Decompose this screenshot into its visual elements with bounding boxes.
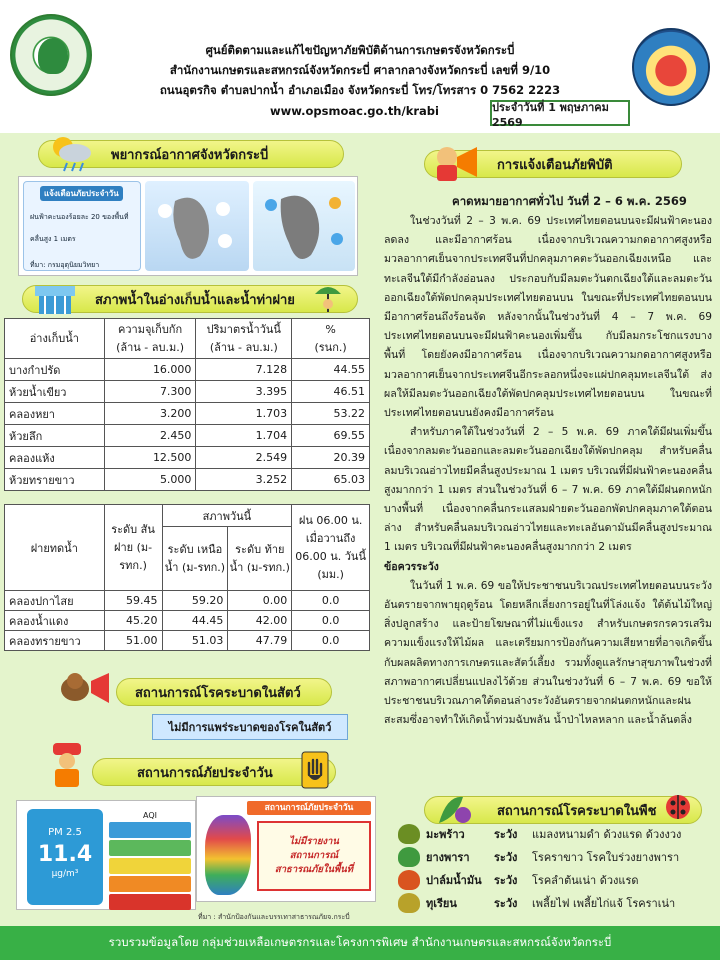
sun-cloud-rain-icon bbox=[47, 133, 95, 173]
list-item bbox=[398, 868, 704, 891]
weir-rain: 0.0 bbox=[292, 591, 370, 611]
forecast-paragraph-2: สำหรับภาคใต้ในช่วงวันที่ 2 – 5 พ.ค. 69 ภาคใต้มีฝนเพิ่มขึ้น เนื่องจากลมตะวันออกและลมตะวันออกเฉียงใต้พัดปกคลุม สำหรับคลื่นลมบริเวณอ่าวไทยมีคลื่นสูงประมาณ 1 เมตร บริเวณที่มีฝนฟ้าคะนองคลื่นสูงมากกว่า 1 เมตร ส่วนในช่วงวันที่ 6 – 7 พ.ค. 69 ภาคใต้มีฝนตกหนักบางพื้นที่ เนื่องจากคลื่นกระแสลมฝ่ายตะวันออกพัดปกคลุมภาคใต้ตอนล่าง สำหรับคลื่นลมบริเวณอ่าวไทยและทะเลอันดามันมีคลื่นสูงประมาณ 1 เมตร บริเวณที่มีฝนฟ้าคะนองคลื่นสูงมากกว่า 2 เมตร bbox=[384, 426, 712, 554]
list-item bbox=[398, 822, 704, 845]
reservoir-capacity: 5.000 bbox=[104, 469, 196, 491]
plant-name: มะพร้าว bbox=[426, 827, 465, 841]
weather-map-panel-2 bbox=[253, 181, 355, 271]
plant-warn: ระวัง bbox=[494, 850, 518, 864]
province-map bbox=[205, 815, 251, 895]
weir-col-downstream: ระดับ ท้ายน้ำ (ม-รทก.) bbox=[228, 527, 292, 591]
header-website[interactable]: www.opsmoac.go.th/krabi bbox=[270, 104, 439, 118]
oil-palm-icon bbox=[398, 870, 420, 890]
table-row bbox=[5, 425, 370, 447]
reservoir-capacity: 16.000 bbox=[104, 359, 196, 381]
plant-warn: ระวัง bbox=[494, 873, 518, 887]
reservoir-pct: 69.55 bbox=[292, 425, 370, 447]
weir-name: คลองปกาไสย bbox=[5, 591, 105, 611]
header-area bbox=[0, 0, 720, 133]
plant-section-title: สถานการณ์โรคระบาดในพืช bbox=[497, 803, 657, 819]
daily-map-credit: ที่มา : สำนักป้องกันและบรรเทาสาธารณภัยจ.กระบี่ bbox=[198, 913, 350, 921]
aqi-legend bbox=[109, 811, 191, 912]
reservoir-name: ห้วยน้ำเขียว bbox=[5, 381, 105, 403]
reservoir-section-banner bbox=[22, 285, 358, 313]
daily-hazard-title: สถานการณ์ภัยประจำวัน bbox=[137, 765, 273, 781]
daily-hazard-map bbox=[196, 796, 376, 902]
reservoir-col-today: ปริมาตรน้ำวันนี้ (ล้าน - ลบ.ม.) bbox=[196, 319, 292, 359]
reservoir-name: คลองแห้ง bbox=[5, 447, 105, 469]
caution-title: ข้อควรระวัง bbox=[384, 560, 439, 573]
reservoir-col-pct: % (รนก.) bbox=[292, 319, 370, 359]
daily-hazard-banner bbox=[92, 758, 336, 786]
weather-region-map-icon bbox=[253, 181, 355, 271]
list-item bbox=[398, 891, 704, 914]
weir-rain: 0.0 bbox=[292, 631, 370, 651]
stop-hand-icon bbox=[301, 751, 329, 789]
table-row bbox=[5, 611, 370, 631]
weather-map-panel-1 bbox=[145, 181, 249, 271]
alert-section-banner bbox=[424, 150, 682, 178]
aqi-level-unhealthy bbox=[109, 876, 191, 892]
header-office-address: สำนักงานเกษตรและสหกรณ์จังหวัดกระบี่ ศาลากลางจังหวัดกระบี่ เลขที่ 9/10 bbox=[169, 63, 551, 77]
no-hazard-note bbox=[257, 821, 371, 891]
reservoir-pct: 46.51 bbox=[292, 381, 370, 403]
weather-card-line1: ฝนฟ้าคะนองร้อยละ 20 ของพื้นที่ bbox=[30, 213, 129, 221]
no-hazard-line3: สาธารณภัยในพื้นที่ bbox=[274, 864, 354, 875]
table-row bbox=[5, 591, 370, 611]
forecast-article bbox=[384, 212, 712, 730]
weir-name: คลองทรายขาว bbox=[5, 631, 105, 651]
weather-section-banner bbox=[38, 140, 344, 168]
plant-name: ยางพารา bbox=[426, 850, 470, 864]
rubber-tree-icon bbox=[398, 847, 420, 867]
weir-col-crest: ระดับ สันฝาย (ม-รทก.) bbox=[104, 505, 162, 591]
aqi-level-moderate bbox=[109, 858, 191, 874]
table-row bbox=[5, 359, 370, 381]
weir-name: คลองน้ำแดง bbox=[5, 611, 105, 631]
weather-section-title: พยากรณ์อากาศจังหวัดกระบี่ bbox=[111, 147, 269, 163]
reservoir-col-capacity: ความจุเก็บกัก (ล้าน - ลบ.ม.) bbox=[104, 319, 196, 359]
weather-card-heading: แจ้งเตือนภัยประจำวัน bbox=[40, 186, 123, 201]
plant-pests: เพลี้ยไฟ เพลี้ยไก่แจ้ โรคราเน่า bbox=[532, 896, 676, 910]
animal-disease-status: ไม่มีการแพร่ระบาดของโรคในสัตว์ bbox=[152, 714, 348, 740]
reservoir-today: 3.395 bbox=[196, 381, 292, 403]
plant-pests: แมลงหนามดำ ด้วงแรด ด้วงงวง bbox=[532, 827, 682, 841]
weather-card-line2: คลื่นสูง 1 เมตร bbox=[30, 235, 76, 243]
weather-map-icon bbox=[145, 181, 249, 271]
weir-downstream: 47.79 bbox=[228, 631, 292, 651]
plant-disease-list bbox=[398, 822, 704, 914]
animal-section-banner bbox=[116, 678, 332, 706]
reservoir-pct: 44.55 bbox=[292, 359, 370, 381]
province-seal-logo bbox=[632, 28, 710, 106]
weir-upstream: 51.03 bbox=[162, 631, 228, 651]
reservoir-name: บางกำปรัด bbox=[5, 359, 105, 381]
aqi-heading: AQI bbox=[143, 811, 157, 820]
footer-bar bbox=[0, 926, 720, 960]
reservoir-col-name: อ่างเก็บน้ำ bbox=[5, 319, 105, 359]
plant-warn: ระวัง bbox=[494, 827, 518, 841]
reservoir-table-header bbox=[5, 319, 370, 359]
weir-crest: 45.20 bbox=[104, 611, 162, 631]
weir-col-rain: ฝน 06.00 น. เมื่อวานถึง 06.00 น. วันนี้ (มม.) bbox=[292, 505, 370, 591]
alert-section-title: การแจ้งเตือนภัยพิบัติ bbox=[497, 157, 613, 173]
coconut-icon bbox=[398, 824, 420, 844]
no-hazard-line2: สถานการณ์ bbox=[289, 850, 339, 861]
weir-downstream: 42.00 bbox=[228, 611, 292, 631]
reservoir-table bbox=[4, 318, 370, 491]
pm25-panel bbox=[27, 809, 103, 905]
weir-crest: 51.00 bbox=[104, 631, 162, 651]
table-row bbox=[5, 447, 370, 469]
animal-section-title: สถานการณ์โรคระบาดในสัตว์ bbox=[135, 685, 301, 701]
reservoir-today: 2.549 bbox=[196, 447, 292, 469]
aqi-level-very-unhealthy bbox=[109, 894, 191, 910]
caution-paragraph: ในวันที่ 1 พ.ค. 69 ขอให้ประชาชนบริเวณประเทศไทยตอนบนระวังอันตรายจากพายุฤดูร้อน โดยหลีกเลี่ยงการอยู่ในที่โล่งแจ้ง ใต้ต้นไม้ใหญ่ สิ่งปลูกสร้าง และป้ายโฆษณาที่ไม่แข็งแรง สำหรับเกษตรกรควรเสริมความแข็งแรงให้ไม้ผล และเตรียมการป้องกันความเสียหายที่อาจเกิดขึ้นกับผลผลิตทางการเกษตรและสัตว์เลี้ยง รวมทั้งดูแลรักษาสุขภาพในช่วงที่สภาพอากาศเปลี่ยนแปลงไว้ด้วย ส่วนในช่วงวันที่ 6 – 7 พ.ค. 69 ขอให้ประชาชนบริเวณภาคใต้ตอนล่างระวังอันตรายจากฝนตกหนักและฝนสะสมซึ่งอาจทำให้เกิดน้ำท่วมฉับพลัน น้ำป่าไหลหลาก และน้ำล้นตลิ่ง bbox=[384, 579, 712, 727]
aqi-level-good bbox=[109, 840, 191, 856]
plant-section-banner bbox=[424, 796, 702, 824]
cow-megaphone-icon bbox=[57, 663, 113, 711]
reservoir-today: 7.128 bbox=[196, 359, 292, 381]
footer-credit: รวบรวมข้อมูลโดย กลุ่มช่วยเหลือเกษตรกรและโครงการพิเศษ สำนักงานเกษตรและสหกรณ์จังหวัดกระบี่ bbox=[108, 935, 612, 949]
header-contact: ถนนอุตรกิจ ตำบลปากน้ำ อำเภอเมือง จังหวัดกระบี่ โทร/โทรสาร 0 7562 2223 bbox=[159, 83, 561, 97]
pm25-label: PM 2.5 bbox=[48, 827, 82, 838]
reservoir-capacity: 2.450 bbox=[104, 425, 196, 447]
megaphone-girl-icon bbox=[433, 143, 481, 183]
header-org-name: ศูนย์ติดตามและแก้ไขปัญหาภัยพิบัติด้านการเกษตรจังหวัดกระบี่ bbox=[205, 43, 515, 57]
weir-crest: 59.45 bbox=[104, 591, 162, 611]
weir-upstream: 59.20 bbox=[162, 591, 228, 611]
reservoir-name: ห้วยทรายขาว bbox=[5, 469, 105, 491]
weir-upstream: 44.45 bbox=[162, 611, 228, 631]
weir-col-upstream: ระดับ เหนือน้ำ (ม-รทก.) bbox=[162, 527, 228, 591]
plant-pests: โรคลำต้นเน่า ด้วงแรด bbox=[532, 873, 639, 887]
reservoir-section-title: สภาพน้ำในอ่างเก็บน้ำและน้ำท่าฝาย bbox=[95, 292, 295, 308]
bulletin-date: ประจำวันที่ 1 พฤษภาคม 2569 bbox=[490, 100, 630, 126]
reservoir-name: ห้วยลึก bbox=[5, 425, 105, 447]
reservoir-capacity: 12.500 bbox=[104, 447, 196, 469]
weir-col-today: สภาพวันนี้ bbox=[162, 505, 292, 527]
plant-name: ทุเรียน bbox=[426, 896, 457, 910]
dam-water-icon bbox=[31, 278, 79, 318]
reservoir-capacity: 7.300 bbox=[104, 381, 196, 403]
plant-name: ปาล์มน้ำมัน bbox=[426, 873, 482, 887]
forecast-heading: คาดหมายอากาศทั่วไป วันที่ 2 – 6 พ.ค. 2569 bbox=[452, 194, 687, 208]
weather-warning-panel bbox=[23, 181, 141, 271]
plant-pests: โรคราขาว โรคใบร่วงยางพารา bbox=[532, 850, 680, 864]
ladybug-icon bbox=[663, 791, 693, 821]
weather-infographic bbox=[18, 176, 358, 276]
table-row bbox=[5, 631, 370, 651]
weir-table-header-1 bbox=[5, 505, 370, 527]
list-item bbox=[398, 845, 704, 868]
reservoir-today: 1.704 bbox=[196, 425, 292, 447]
weir-col-name: ฝายทดน้ำ bbox=[5, 505, 105, 591]
reservoir-today: 3.252 bbox=[196, 469, 292, 491]
plant-warn: ระวัง bbox=[494, 896, 518, 910]
pm25-value: 11.4 bbox=[37, 842, 93, 867]
agriculture-office-logo bbox=[10, 14, 92, 96]
aqi-level-very-good bbox=[109, 822, 191, 838]
air-quality-card bbox=[16, 800, 196, 910]
no-hazard-line1: ไม่มีรายงาน bbox=[289, 836, 339, 847]
reservoir-name: คลองหยา bbox=[5, 403, 105, 425]
reservoir-pct: 53.22 bbox=[292, 403, 370, 425]
umbrella-figure-icon bbox=[313, 280, 343, 316]
forecast-paragraph-1: ในช่วงวันที่ 2 – 3 พ.ค. 69 ประเทศไทยตอนบนจะมีฝนฟ้าคะนองลดลง และมีอากาศร้อน เนื่องจากบริเวณความกดอากาศสูงหรือมวลอากาศเย็นจากประเทศจีนที่ปกคลุมภาคตะวันออกเฉียงเหนือ และทะเลจีนใต้มีกำลังอ่อนลง ประกอบกับมีลมตะวันตกเฉียงใต้และลมตะวันออกเฉียงใต้พัดปกคลุมประเทศไทยตอนบน ในขณะที่ประเทศไทยตอนบนมีอากาศร้อนถึงร้อนจัด หลังจากนั้นในช่วงวันที่ 4 – 7 พ.ค. 69 ประเทศไทยตอนบนจะมีฝนฟ้าคะนองเพิ่มขึ้น กับมีลมกระโชกแรงบางพื้นที่ โดยยังคงมีอากาศร้อน เนื่องจากบริเวณความกดอากาศสูงหรือมวลอากาศเย็นจากประเทศจีนอีกระลอกหนึ่งจะแผ่ปกคลุมทะเลจีนใต้ ส่งผลให้มีลมตะวันออกเฉียงใต้พัดปกคลุมประเทศไทยตอนบน ในขณะที่ประเทศไทยตอนบนยังคงมีอากาศร้อน bbox=[384, 215, 712, 420]
reservoir-today: 1.703 bbox=[196, 403, 292, 425]
firefighter-icon bbox=[45, 739, 89, 789]
daily-map-title: สถานการณ์ภัยประจำวัน bbox=[247, 801, 371, 815]
weather-card-footer: ที่มา: กรมอุตุนิยมวิทยา bbox=[30, 261, 100, 269]
pm25-unit: µg/m³ bbox=[51, 869, 79, 879]
weir-downstream: 0.00 bbox=[228, 591, 292, 611]
reservoir-pct: 65.03 bbox=[292, 469, 370, 491]
weir-table bbox=[4, 504, 370, 651]
reservoir-capacity: 3.200 bbox=[104, 403, 196, 425]
table-row bbox=[5, 381, 370, 403]
reservoir-pct: 20.39 bbox=[292, 447, 370, 469]
table-row bbox=[5, 469, 370, 491]
table-row bbox=[5, 403, 370, 425]
durian-icon bbox=[398, 893, 420, 913]
weir-rain: 0.0 bbox=[292, 611, 370, 631]
